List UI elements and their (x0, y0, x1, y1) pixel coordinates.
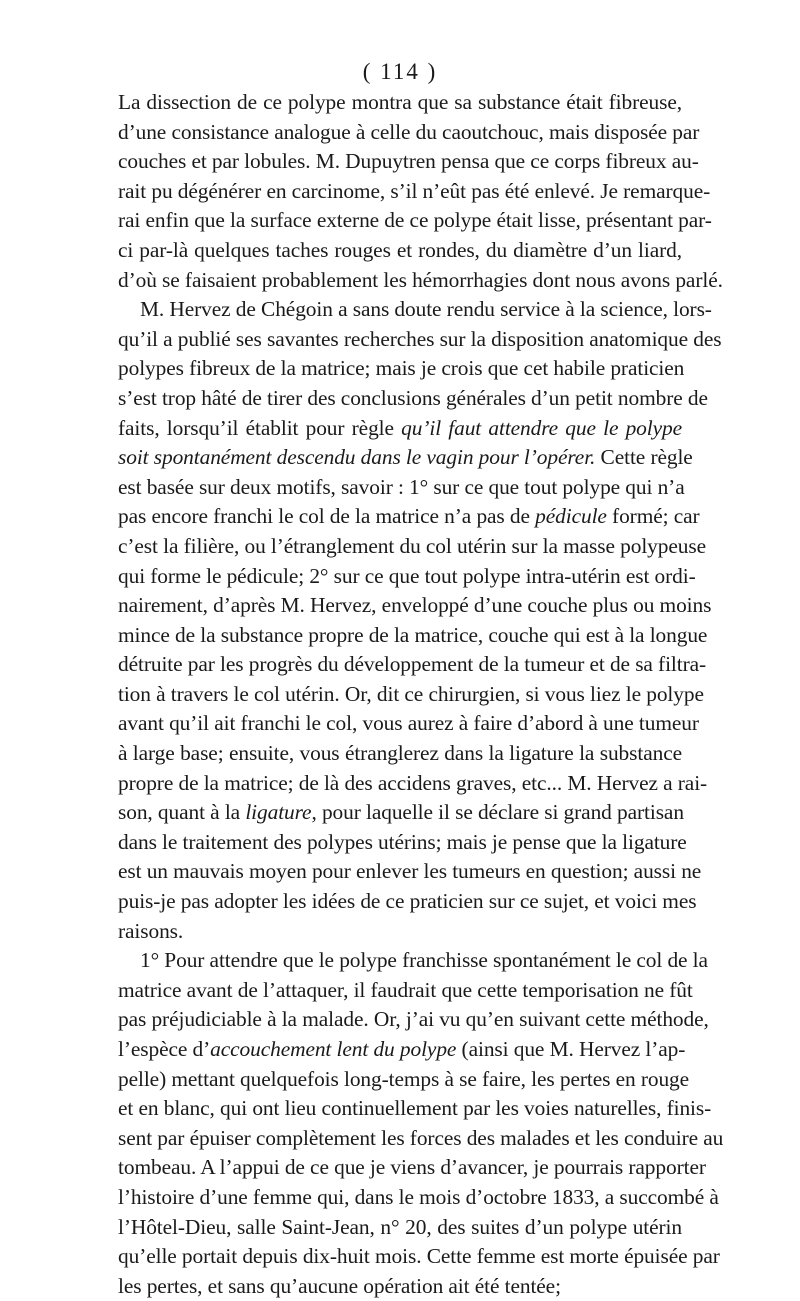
text-run: tion à travers le col utérin. Or, dit ce chirurgien, si vous liez le polype (118, 681, 704, 706)
text-run: s’est trop hâté de tirer des conclusions générales d’un petit nombre de (118, 385, 708, 410)
text-run: rait pu dégénérer en carcinome, s’il n’eût pas été enlevé. Je remarque- (118, 178, 711, 203)
text-run: et en blanc, qui ont lieu continuellement par les voies naturelles, finis- (118, 1096, 712, 1121)
text-run: à large base; ensuite, vous étranglerez dans la ligature la substance (118, 741, 682, 766)
text-run: qu’elle portait depuis dix-huit mois. Cette femme est morte épuisée par (118, 1244, 720, 1269)
text-line (118, 621, 708, 651)
text-line (118, 147, 699, 177)
text-run: sent par épuiser complètement les forces des malades et les conduire au (118, 1125, 724, 1150)
text-line (118, 1242, 720, 1272)
text-run: l’espèce d’ (118, 1037, 211, 1061)
text-line (118, 1094, 712, 1124)
text-line (118, 1124, 724, 1154)
text-line (118, 1272, 682, 1301)
text-line (118, 650, 707, 680)
text-run: M. Hervez de Chégoin a sans doute rendu service à la science, lors- (140, 297, 712, 322)
text-run: ci par-là quelques taches rouges et rondes, du diamètre d’un liard, (118, 237, 682, 262)
text-run: propre de la matrice; de là des accidens graves, etc... M. Hervez a rai- (118, 770, 708, 795)
text-line (118, 1183, 719, 1213)
text-run: qui forme le pédicule; 2° sur ce que tout polype intra-utérin est ordi- (118, 563, 696, 588)
text-line (118, 1213, 682, 1243)
italic-text: ligature (245, 800, 312, 825)
text-run: dans le traitement des polypes utérins; mais je pense que la ligature (118, 829, 687, 854)
text-run: pelle) mettant quelquefois long-temps à se faire, les pertes en rouge (118, 1066, 690, 1091)
text-run: La dissection de ce polype montra que sa substance était fibreuse, (118, 90, 682, 114)
text-run: nairement, d’après M. Hervez, enveloppé d’une couche plus ou moins (118, 593, 712, 618)
text-run: pas encore franchi le col de la matrice n’a pas de (118, 504, 536, 529)
text-line (118, 354, 685, 384)
text-run: couches et par lobules. M. Dupuytren pensa que ce corps fibreux au- (118, 149, 699, 174)
text-run: faits, lorsqu’il établit pour règle (118, 415, 402, 440)
paragraph (118, 295, 722, 946)
text-run: les pertes, et sans qu’aucune opération ait été tentée; (118, 1273, 561, 1298)
text-run: détruite par les progrès du développement de la tumeur et de sa filtra- (118, 652, 707, 677)
text-line (118, 917, 682, 947)
text-run: rai enfin que la surface externe de ce polype était lisse, présentant par- (118, 208, 712, 233)
text-run: matrice avant de l’attaquer, il faudrait que cette temporisation ne fût (118, 977, 693, 1002)
text-run: c’est la filière, ou l’étranglement du col utérin sur la masse polypeuse (118, 533, 706, 558)
text-line (118, 946, 708, 976)
text-line (118, 1005, 709, 1035)
text-line (118, 295, 712, 325)
paragraph (118, 946, 724, 1301)
text-line (118, 1065, 690, 1095)
text-run: (ainsi que M. Hervez l’ap- (456, 1037, 686, 1061)
text-line (118, 502, 700, 532)
italic-text: soit spontanément descendu dans le vagin pour l’opérer. (118, 445, 596, 470)
text-line (118, 1035, 686, 1065)
text-run: avant qu’il ait franchi le col, vous aurez à faire d’abord à une tumeur (118, 711, 699, 736)
page-number: ( 114 ) (362, 59, 438, 84)
text-run: Cette règle (595, 445, 693, 470)
text-run: raisons. (118, 918, 184, 943)
text-run: tombeau. A l’appui de ce que je viens d’avancer, je pourrais rapporter (118, 1155, 706, 1180)
italic-text: accouchement lent du polype (210, 1037, 457, 1061)
text-line (118, 739, 682, 769)
text-line (118, 680, 704, 710)
text-line (118, 88, 682, 118)
text-line (118, 118, 700, 148)
text-run: mince de la substance propre de la matrice, couche qui est à la longue (118, 622, 708, 647)
italic-text: qu’il faut attendre que le polype (401, 415, 682, 440)
text-line (118, 206, 712, 236)
text-run: d’où se faisaient probablement les hémorrhagies dont nous avons parlé. (118, 267, 723, 292)
text-run: l’Hôtel-Dieu, salle Saint-Jean, n° 20, des suites d’un polype utérin (118, 1214, 682, 1239)
text-line (118, 976, 693, 1006)
text-run: pas préjudiciable à la malade. Or, j’ai vu qu’en suivant cette méthode, (118, 1007, 709, 1032)
text-line (118, 828, 687, 858)
text-run: polypes fibreux de la matrice; mais je crois que cet habile praticien (118, 356, 685, 381)
text-line (118, 177, 711, 207)
text-run: est basée sur deux motifs, savoir : 1° sur ce que tout polype qui n’a (118, 474, 685, 499)
text-line (118, 709, 699, 739)
text-line (118, 591, 712, 621)
text-line (118, 857, 702, 887)
text-line (118, 414, 682, 444)
text-run: d’une consistance analogue à celle du caoutchouc, mais disposée par (118, 119, 700, 144)
text-line (118, 562, 696, 592)
text-line (118, 266, 723, 296)
text-body (118, 88, 724, 1301)
text-run: est un mauvais moyen pour enlever les tumeurs en question; aussi ne (118, 859, 702, 884)
italic-text: pédicule (535, 504, 607, 529)
paragraph (118, 88, 723, 295)
text-run: , pour laquelle il se déclare si grand partisan (311, 800, 684, 825)
text-run: qu’il a publié ses savantes recherches sur la disposition anatomique des (118, 326, 722, 351)
text-line (118, 325, 722, 355)
text-line (118, 1153, 706, 1183)
text-run: puis-je pas adopter les idées de ce praticien sur ce sujet, et voici mes (118, 889, 697, 914)
text-line (118, 384, 708, 414)
text-run: 1° Pour attendre que le polype franchisse spontanément le col de la (140, 948, 708, 973)
text-line (118, 236, 682, 266)
text-run: l’histoire d’une femme qui, dans le mois d’octobre 1833, a succombé à (118, 1184, 719, 1209)
text-line (118, 532, 706, 562)
text-run: formé; car (606, 504, 700, 529)
text-line (118, 473, 685, 503)
text-line (118, 769, 708, 799)
text-line (118, 887, 697, 917)
text-line (118, 798, 682, 828)
text-line (118, 443, 693, 473)
text-run: son, quant à la (118, 800, 246, 825)
